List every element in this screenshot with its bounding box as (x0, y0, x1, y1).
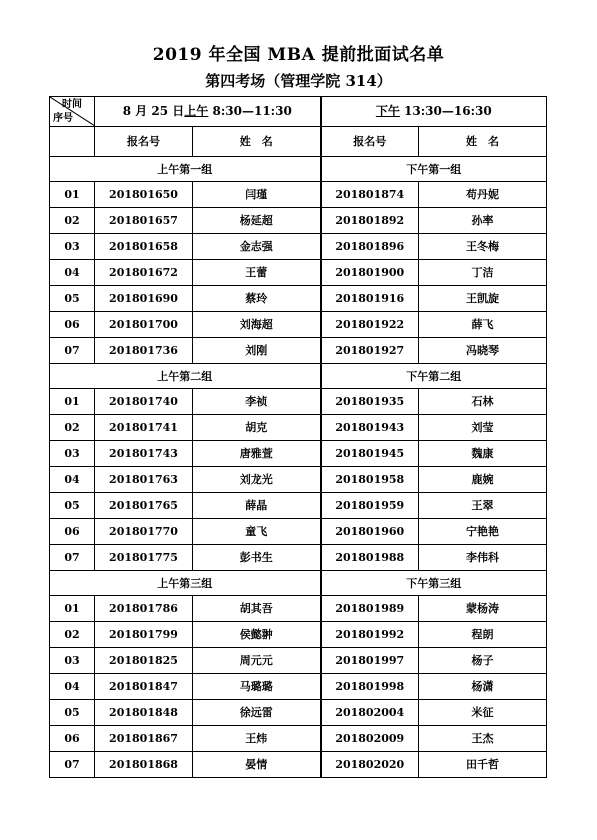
seq-cell: 02 (50, 208, 95, 234)
am-name-cell: 唐雅萱 (193, 441, 321, 467)
pm-name-cell: 刘莹 (419, 415, 547, 441)
pm-reg-no-cell: 201801988 (321, 545, 419, 571)
seq-cell: 02 (50, 415, 95, 441)
pm-name-cell: 王冬梅 (419, 234, 547, 260)
document-title: 2019 年全国 MBA 提前批面试名单 (152, 45, 445, 65)
am-name-cell: 杨延超 (193, 208, 321, 234)
pm-reg-no-cell: 201801992 (321, 622, 419, 648)
am-name-header: 姓 名 (193, 127, 321, 157)
seq-cell: 04 (50, 674, 95, 700)
am-reg-no-cell: 201801657 (95, 208, 193, 234)
pm-reg-no-cell: 201801989 (321, 596, 419, 622)
pm-reg-no-cell: 201801896 (321, 234, 419, 260)
corner-seq-label: 序号 (53, 113, 73, 124)
document-subtitle: 第四考场（管理学院 314） (205, 72, 392, 90)
table-row (50, 312, 547, 338)
pm-name-cell: 鹿婉 (419, 467, 547, 493)
pm-session-time: 13:30—16:30 (404, 104, 492, 118)
table-row (50, 752, 547, 778)
pm-reg-no-cell: 201801935 (321, 389, 419, 415)
am-reg-no-header: 报名号 (95, 127, 193, 157)
group-header-row (50, 364, 547, 389)
am-reg-no-cell: 201801763 (95, 467, 193, 493)
am-reg-no-cell: 201801848 (95, 700, 193, 726)
pm-name-cell: 薛飞 (419, 312, 547, 338)
table-row (50, 234, 547, 260)
seq-cell: 03 (50, 234, 95, 260)
am-reg-no-cell: 201801740 (95, 389, 193, 415)
seq-cell: 07 (50, 338, 95, 364)
group-header-row (50, 157, 547, 182)
pm-group-title: 下午第一组 (321, 157, 547, 182)
am-name-cell: 马璐璐 (193, 674, 321, 700)
table-row (50, 389, 547, 415)
column-header-row (50, 127, 547, 157)
am-name-cell: 刘刚 (193, 338, 321, 364)
am-reg-no-cell: 201801847 (95, 674, 193, 700)
group-header-row (50, 571, 547, 596)
pm-name-cell: 田千哲 (419, 752, 547, 778)
am-reg-no-cell: 201801775 (95, 545, 193, 571)
pm-name-header: 姓 名 (419, 127, 547, 157)
pm-reg-no-cell: 201801945 (321, 441, 419, 467)
seq-cell: 05 (50, 286, 95, 312)
am-reg-no-cell: 201801765 (95, 493, 193, 519)
table-row (50, 493, 547, 519)
seq-cell: 07 (50, 752, 95, 778)
am-name-cell: 王炜 (193, 726, 321, 752)
am-reg-no-cell: 201801770 (95, 519, 193, 545)
am-session-date: 8 月 25 日 (122, 104, 185, 118)
table-row (50, 519, 547, 545)
seq-cell: 06 (50, 519, 95, 545)
am-name-cell: 徐远雷 (193, 700, 321, 726)
am-name-cell: 蔡玲 (193, 286, 321, 312)
pm-reg-no-cell: 201801892 (321, 208, 419, 234)
pm-reg-no-cell: 201801997 (321, 648, 419, 674)
seq-cell: 04 (50, 467, 95, 493)
table-row (50, 467, 547, 493)
am-reg-no-cell: 201801786 (95, 596, 193, 622)
pm-name-cell: 丁洁 (419, 260, 547, 286)
corner-time-label: 时间 (62, 99, 82, 110)
pm-name-cell: 冯晓琴 (419, 338, 547, 364)
am-name-cell: 胡克 (193, 415, 321, 441)
seq-column-header (50, 127, 95, 157)
seq-cell: 04 (50, 260, 95, 286)
pm-reg-no-cell: 201801943 (321, 415, 419, 441)
am-name-cell: 侯懿翀 (193, 622, 321, 648)
pm-name-cell: 王翠 (419, 493, 547, 519)
am-name-cell: 金志强 (193, 234, 321, 260)
pm-session-label: 下午 (375, 104, 400, 118)
pm-name-cell: 魏康 (419, 441, 547, 467)
table-row (50, 674, 547, 700)
am-reg-no-cell: 201801825 (95, 648, 193, 674)
pm-reg-no-cell: 201801960 (321, 519, 419, 545)
am-name-cell: 周元元 (193, 648, 321, 674)
pm-name-cell: 苟丹妮 (419, 182, 547, 208)
am-session-label: 上午 (184, 104, 209, 118)
pm-reg-no-cell: 201801900 (321, 260, 419, 286)
seq-cell: 05 (50, 493, 95, 519)
am-name-cell: 王蕾 (193, 260, 321, 286)
table-row (50, 441, 547, 467)
pm-reg-no-cell: 201801916 (321, 286, 419, 312)
table-row (50, 622, 547, 648)
seq-cell: 06 (50, 726, 95, 752)
pm-reg-no-cell: 201802004 (321, 700, 419, 726)
interview-roster-table (49, 96, 547, 778)
seq-cell: 01 (50, 389, 95, 415)
am-reg-no-cell: 201801868 (95, 752, 193, 778)
am-group-title: 上午第三组 (50, 571, 321, 596)
table-row (50, 182, 547, 208)
seq-cell: 07 (50, 545, 95, 571)
pm-name-cell: 石林 (419, 389, 547, 415)
pm-reg-no-cell: 201801959 (321, 493, 419, 519)
am-name-cell: 胡其吾 (193, 596, 321, 622)
am-reg-no-cell: 201801799 (95, 622, 193, 648)
seq-cell: 01 (50, 596, 95, 622)
seq-cell: 03 (50, 648, 95, 674)
am-group-title: 上午第一组 (50, 157, 321, 182)
am-name-cell: 李祯 (193, 389, 321, 415)
am-reg-no-cell: 201801743 (95, 441, 193, 467)
pm-session-header (321, 97, 547, 127)
pm-name-cell: 宁艳艳 (419, 519, 547, 545)
pm-name-cell: 程朗 (419, 622, 547, 648)
table-row (50, 286, 547, 312)
pm-name-cell: 王杰 (419, 726, 547, 752)
table-row (50, 726, 547, 752)
am-reg-no-cell: 201801672 (95, 260, 193, 286)
pm-reg-no-cell: 201801874 (321, 182, 419, 208)
am-reg-no-cell: 201801690 (95, 286, 193, 312)
roster-body (50, 97, 547, 778)
table-row (50, 260, 547, 286)
pm-reg-no-header: 报名号 (321, 127, 419, 157)
table-row (50, 596, 547, 622)
table-row (50, 338, 547, 364)
am-group-title: 上午第二组 (50, 364, 321, 389)
pm-name-cell: 米征 (419, 700, 547, 726)
pm-name-cell: 王凯旋 (419, 286, 547, 312)
am-name-cell: 彭书生 (193, 545, 321, 571)
pm-name-cell: 杨子 (419, 648, 547, 674)
pm-reg-no-cell: 201801922 (321, 312, 419, 338)
am-name-cell: 刘海超 (193, 312, 321, 338)
am-name-cell: 闫瑾 (193, 182, 321, 208)
table-row (50, 648, 547, 674)
am-reg-no-cell: 201801650 (95, 182, 193, 208)
table-row (50, 700, 547, 726)
am-reg-no-cell: 201801700 (95, 312, 193, 338)
am-session-time: 8:30—11:30 (212, 104, 292, 118)
am-session-header (95, 97, 321, 127)
pm-reg-no-cell: 201802020 (321, 752, 419, 778)
corner-cell (50, 97, 95, 127)
pm-name-cell: 蒙杨涛 (419, 596, 547, 622)
seq-cell: 06 (50, 312, 95, 338)
pm-reg-no-cell: 201802009 (321, 726, 419, 752)
seq-cell: 03 (50, 441, 95, 467)
seq-cell: 02 (50, 622, 95, 648)
table-row (50, 545, 547, 571)
pm-group-title: 下午第二组 (321, 364, 547, 389)
seq-cell: 01 (50, 182, 95, 208)
am-reg-no-cell: 201801658 (95, 234, 193, 260)
seq-cell: 05 (50, 700, 95, 726)
table-row (50, 415, 547, 441)
am-name-cell: 晏情 (193, 752, 321, 778)
pm-group-title: 下午第三组 (321, 571, 547, 596)
am-reg-no-cell: 201801741 (95, 415, 193, 441)
table-row (50, 208, 547, 234)
pm-reg-no-cell: 201801958 (321, 467, 419, 493)
pm-name-cell: 孙率 (419, 208, 547, 234)
am-name-cell: 童飞 (193, 519, 321, 545)
pm-reg-no-cell: 201801998 (321, 674, 419, 700)
pm-name-cell: 李伟科 (419, 545, 547, 571)
am-reg-no-cell: 201801736 (95, 338, 193, 364)
am-name-cell: 薛晶 (193, 493, 321, 519)
am-name-cell: 刘龙光 (193, 467, 321, 493)
am-reg-no-cell: 201801867 (95, 726, 193, 752)
session-header-row (50, 97, 547, 127)
pm-name-cell: 杨潇 (419, 674, 547, 700)
pm-reg-no-cell: 201801927 (321, 338, 419, 364)
